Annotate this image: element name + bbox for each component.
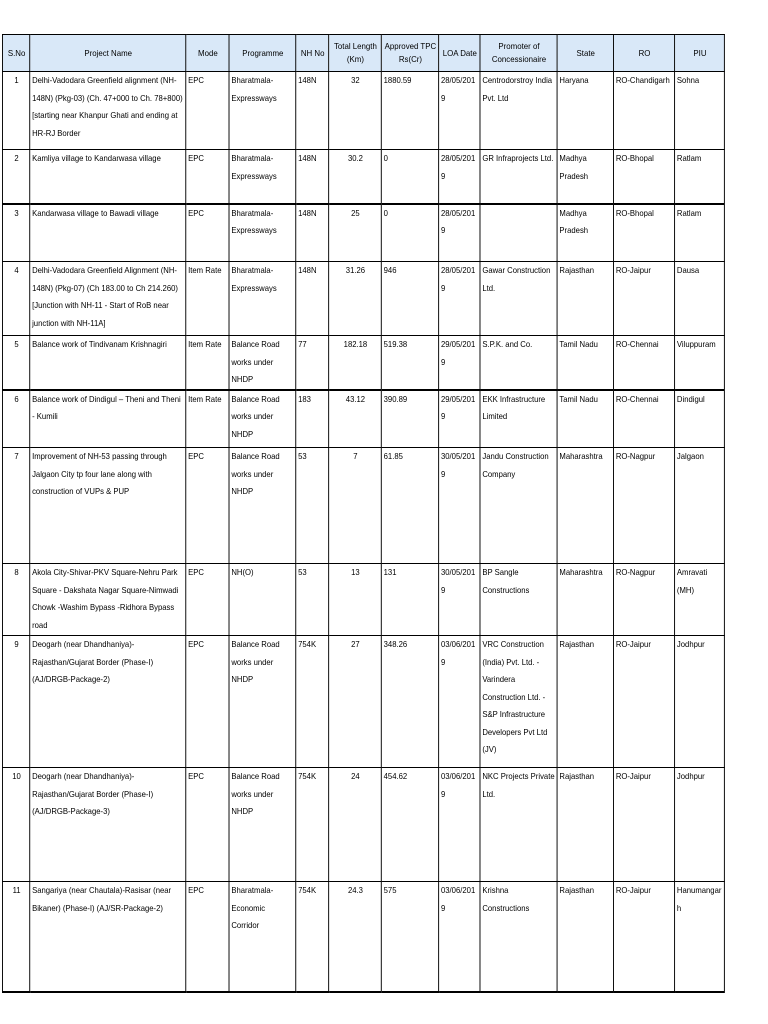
cell-piu: Amravati (MH) [675,564,725,636]
cell-mode: Item Rate [186,336,229,390]
cell-state: Rajasthan [557,636,613,768]
cell-mode: EPC [186,636,229,768]
table-row [2,150,724,204]
cell-nh-no: 183 [296,390,329,448]
cell-ro: RO-Chennai [613,390,674,448]
cell-state: Rajasthan [557,262,613,336]
cell-approved-tpc: 946 [381,262,438,336]
cell-promoter [480,204,557,262]
cell-approved-tpc: 454.62 [381,768,438,882]
cell-total-length: 24 [329,768,382,882]
cell-piu: Viluppuram [675,336,725,390]
cell-project-name: Sangariya (near Chautala)-Rasisar (near Bikaner) (Phase-I) (AJ/SR-Package-2) [30,882,186,992]
table-row [2,768,724,882]
header-state: State [557,35,613,72]
cell-promoter: BP Sangle Constructions [480,564,557,636]
cell-programme: Balance Road works under NHDP [229,448,296,564]
cell-total-length: 31.26 [329,262,382,336]
cell-mode: EPC [186,204,229,262]
cell-programme: NH(O) [229,564,296,636]
cell-mode: EPC [186,448,229,564]
cell-nh-no: 148N [296,72,329,150]
cell-loa-date: 29/05/2019 [439,336,480,390]
cell-nh-no: 53 [296,564,329,636]
cell-project-name: Delhi-Vadodara Greenfield alignment (NH-148N) (Pkg-03) (Ch. 47+000 to Ch. 78+800) [starting near Khanpur Ghati and ending at HR-RJ Border [30,72,186,150]
table-row [2,564,724,636]
table-row [2,636,724,768]
cell-piu: Dindigul [675,390,725,448]
cell-loa-date: 03/06/2019 [439,636,480,768]
cell-loa-date: 28/05/2019 [439,262,480,336]
cell-piu: Dausa [675,262,725,336]
cell-promoter: EKK Infrastructure Limited [480,390,557,448]
header-ro: RO [613,35,674,72]
cell-mode: EPC [186,768,229,882]
cell-project-name: Kamliya village to Kandarwasa village [30,150,186,204]
cell-state: Maharashtra [557,448,613,564]
cell-total-length: 27 [329,636,382,768]
cell-total-length: 43.12 [329,390,382,448]
header-total-length: Total Length (Km) [329,35,382,72]
cell-ro: RO-Bhopal [613,150,674,204]
cell-approved-tpc: 1880.59 [381,72,438,150]
cell-nh-no: 754K [296,636,329,768]
cell-piu: Jodhpur [675,768,725,882]
table-row [2,390,724,448]
cell-sno: 5 [2,336,29,390]
header-loa-date: LOA Date [439,35,480,72]
cell-piu: Jalgaon [675,448,725,564]
cell-promoter: Jandu Construction Company [480,448,557,564]
cell-sno: 11 [2,882,29,992]
cell-ro: RO-Nagpur [613,564,674,636]
cell-project-name: Delhi-Vadodara Greenfield Alignment (NH-148N) (Pkg-07) (Ch 183.00 to Ch 214.260) [Junction with NH-11 - Start of RoB near junction with NH-11A] [30,262,186,336]
cell-ro: RO-Jaipur [613,262,674,336]
cell-total-length: 182.18 [329,336,382,390]
cell-total-length: 25 [329,204,382,262]
header-nh-no: NH No [296,35,329,72]
cell-nh-no: 148N [296,204,329,262]
cell-ro: RO-Nagpur [613,448,674,564]
cell-sno: 4 [2,262,29,336]
cell-project-name: Balance work of Tindivanam Krishnagiri [30,336,186,390]
cell-loa-date: 29/05/2019 [439,390,480,448]
cell-mode: Item Rate [186,262,229,336]
cell-ro: RO-Chennai [613,336,674,390]
cell-sno: 6 [2,390,29,448]
cell-loa-date: 28/05/2019 [439,204,480,262]
cell-total-length: 30.2 [329,150,382,204]
cell-piu: Ratlam [675,204,725,262]
cell-nh-no: 53 [296,448,329,564]
cell-project-name: Deogarh (near Dhandhaniya)-Rajasthan/Gujarat Border (Phase-I) (AJ/DRGB-Package-2) [30,636,186,768]
table-row [2,204,724,262]
cell-programme: Balance Road works under NHDP [229,636,296,768]
cell-project-name: Kandarwasa village to Bawadi village [30,204,186,262]
table-row [2,882,724,992]
cell-programme: Bharatmala-Expressways [229,262,296,336]
cell-state: Rajasthan [557,768,613,882]
cell-loa-date: 28/05/2019 [439,150,480,204]
cell-state: Haryana [557,72,613,150]
cell-promoter: Gawar Construction Ltd. [480,262,557,336]
cell-ro: RO-Jaipur [613,768,674,882]
header-piu: PIU [675,35,725,72]
cell-piu: Ratlam [675,150,725,204]
cell-promoter: NKC Projects Private Ltd. [480,768,557,882]
cell-state: Tamil Nadu [557,390,613,448]
table-row [2,262,724,336]
cell-project-name: Deogarh (near Dhandhaniya)-Rajasthan/Gujarat Border (Phase-I) (AJ/DRGB-Package-3) [30,768,186,882]
cell-sno: 9 [2,636,29,768]
cell-promoter: VRC Construction (India) Pvt. Ltd. - Varindera Construction Ltd. - S&P Infrastructure Developers Pvt Ltd (JV) [480,636,557,768]
cell-piu: Hanumangarh [675,882,725,992]
cell-state: Madhya Pradesh [557,204,613,262]
cell-programme: Balance Road works under NHDP [229,390,296,448]
projects-table [2,34,725,993]
cell-nh-no: 754K [296,882,329,992]
cell-sno: 1 [2,72,29,150]
cell-nh-no: 148N [296,262,329,336]
cell-promoter: GR Infraprojects Ltd. [480,150,557,204]
header-programme: Programme [229,35,296,72]
header-approved-tpc: Approved TPC Rs(Cr) [381,35,438,72]
cell-mode: Item Rate [186,390,229,448]
cell-state: Maharashtra [557,564,613,636]
cell-mode: EPC [186,564,229,636]
cell-programme: Bharatmala-Expressways [229,204,296,262]
cell-sno: 8 [2,564,29,636]
table-row [2,72,724,150]
cell-ro: RO-Chandigarh [613,72,674,150]
cell-mode: EPC [186,150,229,204]
cell-approved-tpc: 519.38 [381,336,438,390]
cell-total-length: 32 [329,72,382,150]
header-promoter: Promoter of Concessionaire [480,35,557,72]
header-row [2,35,724,72]
cell-project-name: Akola City-Shivar-PKV Square-Nehru Park Square - Dakshata Nagar Square-Nimwadi Chowk -Washim Bypass -Ridhora Bypass road [30,564,186,636]
cell-total-length: 13 [329,564,382,636]
cell-sno: 10 [2,768,29,882]
cell-approved-tpc: 390.89 [381,390,438,448]
cell-project-name: Balance work of Dindigul – Theni and Theni - Kumili [30,390,186,448]
cell-loa-date: 03/06/2019 [439,768,480,882]
cell-sno: 2 [2,150,29,204]
cell-approved-tpc: 0 [381,150,438,204]
cell-state: Madhya Pradesh [557,150,613,204]
cell-total-length: 7 [329,448,382,564]
cell-ro: RO-Jaipur [613,636,674,768]
header-project-name: Project Name [30,35,186,72]
cell-programme: Bharatmala-Expressways [229,150,296,204]
cell-approved-tpc: 348.26 [381,636,438,768]
cell-sno: 7 [2,448,29,564]
cell-promoter: S.P.K. and Co. [480,336,557,390]
cell-total-length: 24.3 [329,882,382,992]
cell-approved-tpc: 0 [381,204,438,262]
cell-piu: Jodhpur [675,636,725,768]
cell-state: Tamil Nadu [557,336,613,390]
cell-programme: Balance Road works under NHDP [229,768,296,882]
cell-programme: Balance Road works under NHDP [229,336,296,390]
cell-programme: Bharatmala-Economic Corridor [229,882,296,992]
cell-loa-date: 28/05/2019 [439,72,480,150]
table-row [2,336,724,390]
cell-programme: Bharatmala-Expressways [229,72,296,150]
cell-loa-date: 30/05/2019 [439,564,480,636]
cell-nh-no: 754K [296,768,329,882]
cell-approved-tpc: 131 [381,564,438,636]
cell-nh-no: 77 [296,336,329,390]
cell-loa-date: 03/06/2019 [439,882,480,992]
cell-ro: RO-Bhopal [613,204,674,262]
cell-loa-date: 30/05/2019 [439,448,480,564]
cell-promoter: Centrodorstroy India Pvt. Ltd [480,72,557,150]
cell-ro: RO-Jaipur [613,882,674,992]
table-row [2,448,724,564]
header-sno: S.No [2,35,29,72]
cell-nh-no: 148N [296,150,329,204]
cell-promoter: Krishna Constructions [480,882,557,992]
header-mode: Mode [186,35,229,72]
cell-sno: 3 [2,204,29,262]
cell-state: Rajasthan [557,882,613,992]
cell-approved-tpc: 575 [381,882,438,992]
cell-approved-tpc: 61.85 [381,448,438,564]
cell-mode: EPC [186,882,229,992]
cell-project-name: Improvement of NH-53 passing through Jalgaon City tp four lane along with construction of VUPs & PUP [30,448,186,564]
cell-piu: Sohna [675,72,725,150]
cell-mode: EPC [186,72,229,150]
